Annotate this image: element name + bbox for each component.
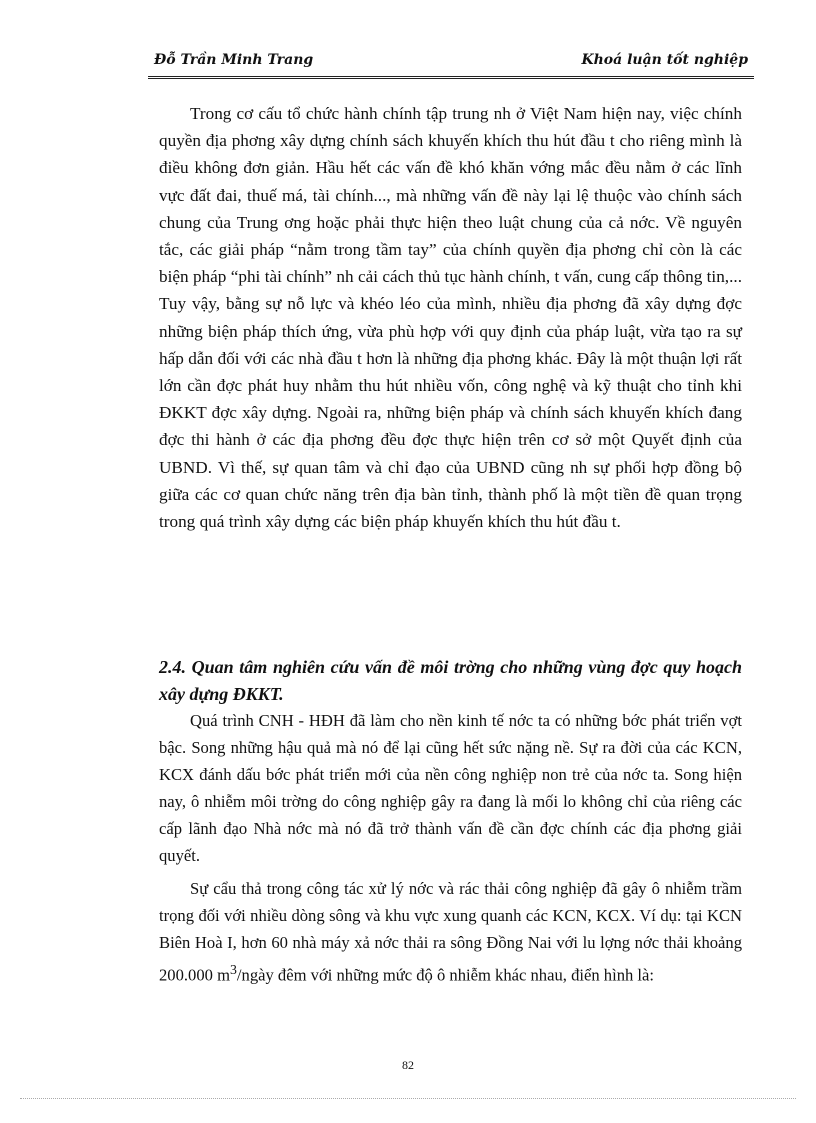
header-author: Đỗ Trần Minh Trang [154, 52, 314, 68]
superscript-exponent: 3 [230, 962, 237, 977]
paragraph-3-text: Sự cẩu thả trong công tác xử lý nớc và rác thải công nghiệp đã gây ô nhiễm trầm trọng đối với nhiều dòng sông và khu vực xung quanh các KCN, KCX. Ví dụ: tại KCN Biên Hoà I, hơn 60 nhà máy xả nớc thải ra sông Đồng Nai với lu lợng nớc thải khoảng 200.000 m [159, 879, 742, 985]
body-paragraph-2: Quá trình CNH - HĐH đã làm cho nền kinh tế nớc ta có những bớc phát triển vợt bậc. Song những hậu quả mà nó để lại cũng hết sức nặng nề. Sự ra đời của các KCN, KCX đánh dấu bớc phát triển mới của nền công nghiệp non trẻ của nớc ta. Song hiện nay, ô nhiễm môi trờng do công nghiệp gây ra đang là mối lo không chỉ của riêng các cấp lãnh đạo Nhà nớc mà nó đã trở thành vấn đề cần đợc chính các địa phơng giải quyết. [159, 711, 742, 865]
paragraph-3-text-end: /ngày đêm với những mức độ ô nhiễm khác nhau, điển hình là: [236, 965, 655, 985]
page-number: 82 [402, 1058, 414, 1072]
section-heading: 2.4. Quan tâm nghiên cứu vấn đề môi trờng cho những vùng đợc quy hoạch xây dựng ĐKKT. [159, 657, 742, 704]
header-rule [148, 76, 754, 79]
page-header [148, 50, 754, 74]
body-paragraph-1: Trong cơ cấu tổ chức hành chính tập trung nh ở Việt Nam hiện nay, việc chính quyền địa phơng xây dựng chính sách khuyến khích thu hút đầu t cho riêng mình là điều không đơn giản. Hầu hết các vấn đề khó khăn vớng mắc đều nằm ở các lĩnh vực đất đai, thuế má, tài chính..., mà những vấn đề này lại lệ thuộc vào chính sách chung của Trung ơng hoặc phải thực hiện theo luật chung của cả nớc. Về nguyên tắc, các giải pháp “nằm trong tầm tay” của chính quyền địa phơng chỉ còn là các biện pháp “phi tài chính” nh cải cách thủ tục hành chính, t vấn, cung cấp thông tin,... Tuy vậy, bằng sự nỗ lực và khéo léo của mình, nhiều địa phơng đã xây dựng đợc những biện pháp thích ứng, vừa phù hợp với quy định của pháp luật, vừa tạo ra sự hấp dẫn đối với các nhà đầu t hơn là những địa phơng khác. Đây là một thuận lợi rất lớn cần đợc phát huy nhằm thu hút nhiều vốn, công nghệ và kỹ thuật cho tỉnh khi ĐKKT đợc xây dựng. Ngoài ra, những biện pháp và chính sách khuyến khích đang đợc thi hành ở các địa phơng đều đợc thực hiện trên cơ sở một Quyết định của UBND. Vì thế, sự quan tâm và chỉ đạo của UBND cũng nh sự phối hợp đồng bộ giữa các cơ quan chức năng trên địa bàn tỉnh, thành phố là một tiền đề quan trọng trong quá trình xây dựng các biện pháp khuyến khích thu hút đầu t. [159, 104, 742, 532]
header-document-type: Khoá luận tốt nghiệp [581, 52, 748, 68]
footer-dotted-rule [20, 1098, 796, 1099]
body-paragraph-3 [159, 875, 742, 989]
